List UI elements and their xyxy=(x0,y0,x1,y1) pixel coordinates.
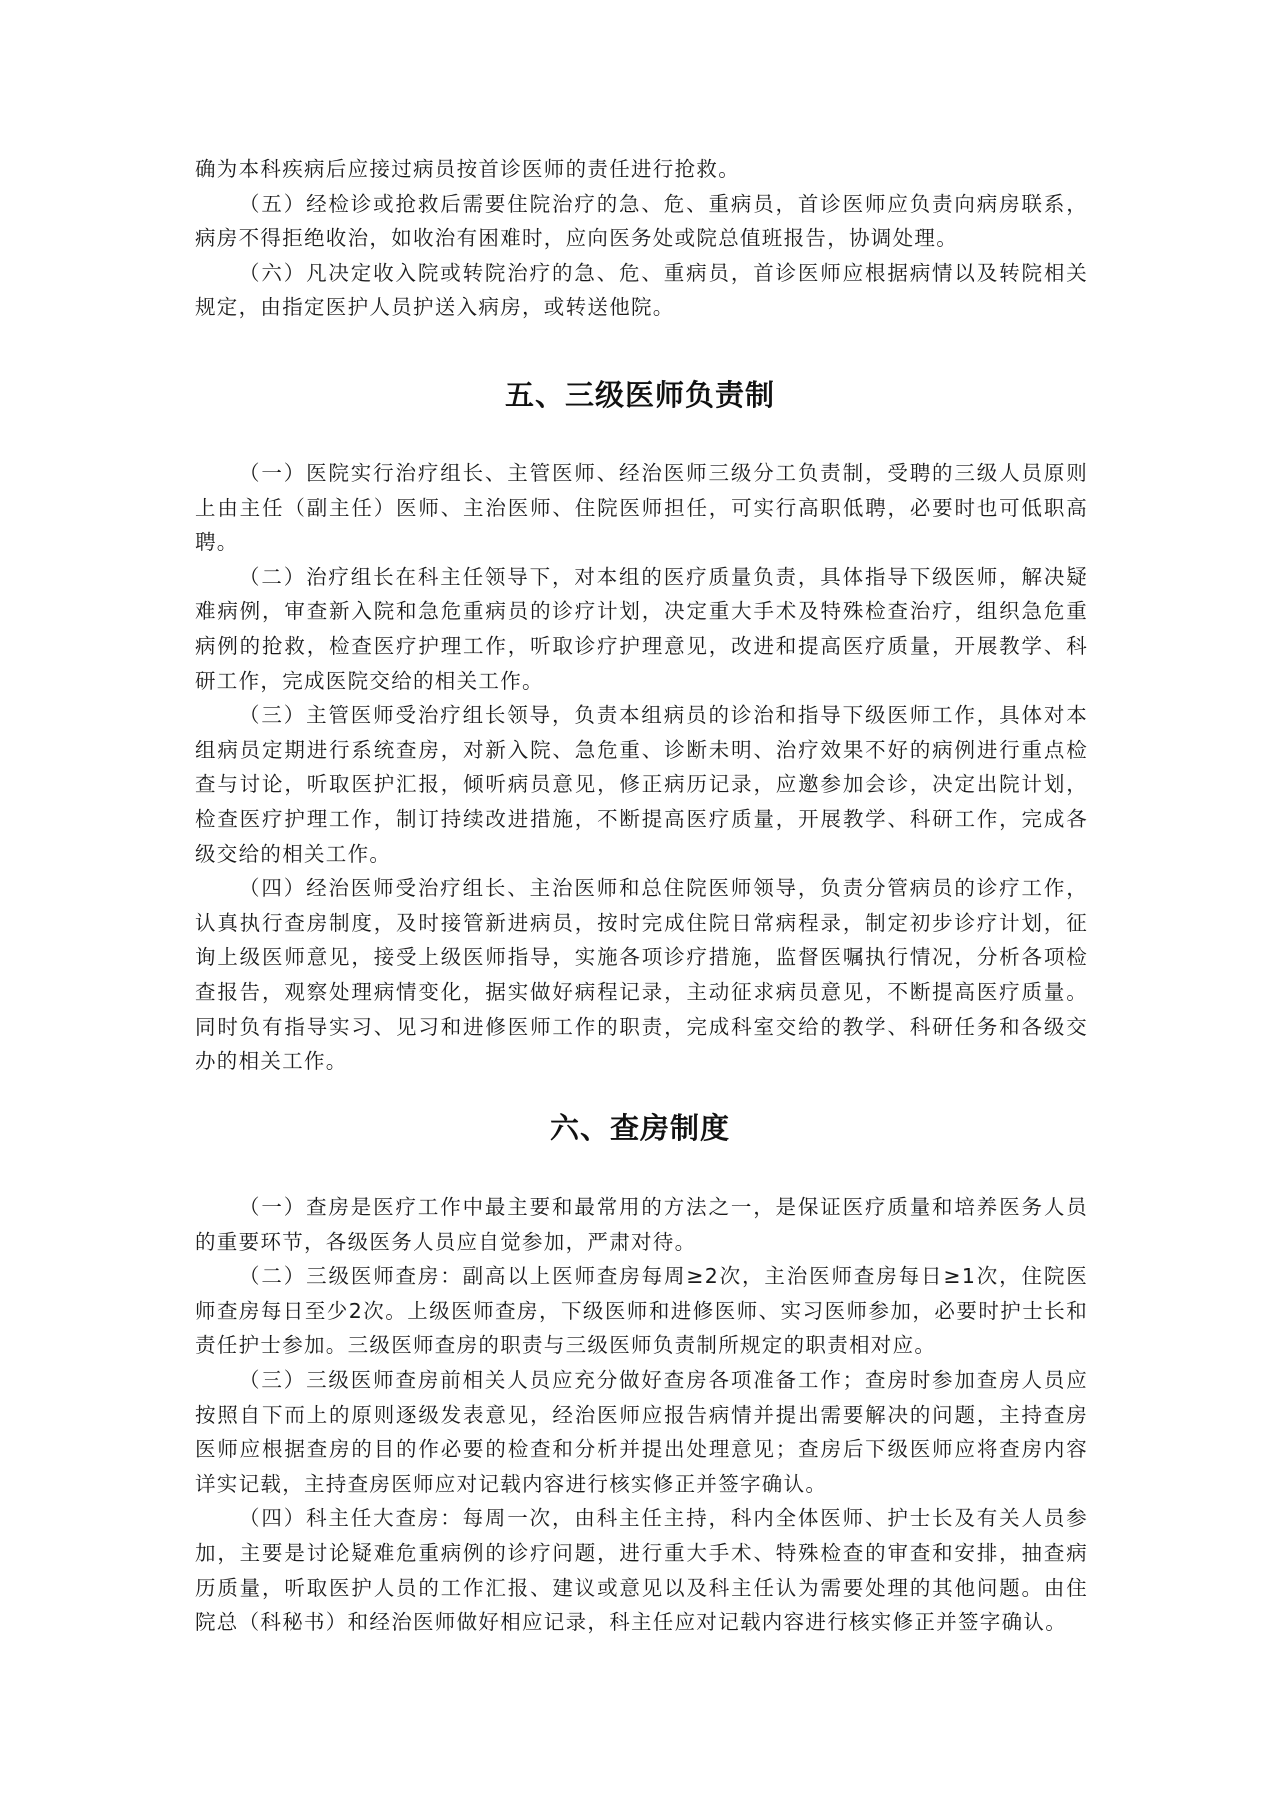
paragraph: （四）科主任大查房：每周一次，由科主任主持，科内全体医师、护士长及有关人员参加，主要是讨论疑难危重病例的诊疗问题，进行重大手术、特殊检查的审查和安排，抽查病历质量，听取医护人员的工作汇报、建议或意见以及科主任认为需要处理的其他问题。由住院总（科秘书）和经治医师做好相应记录，科主任应对记载内容进行核实修正并签字确认。 xyxy=(195,1506,1088,1635)
top-text-block xyxy=(195,152,1088,325)
paragraph: （五）经检诊或抢救后需要住院治疗的急、危、重病员，首诊医师应负责向病房联系，病房不得拒绝收治，如收治有困难时，应向医务处或院总值班报告，协调处理。 xyxy=(195,191,1088,251)
paragraph: （三）三级医师查房前相关人员应充分做好查房各项准备工作；查房时参加查房人员应按照自下而上的原则逐级发表意见，经治医师应报告病情并提出需要解决的问题，主持查房医师应根据查房的目的作必要的检查和分析并提出处理意见；查房后下级医师应将查房内容详实记载，主持查房医师应对记载内容进行核实修正并签字确认。 xyxy=(195,1367,1088,1496)
paragraph: （一）医院实行治疗组长、主管医师、经治医师三级分工负责制，受聘的三级人员原则上由主任（副主任）医师、主治医师、住院医师担任，可实行高职低聘，必要时也可低职高聘。 xyxy=(195,461,1088,555)
paragraph: 确为本科疾病后应接过病员按首诊医师的责任进行抢救。 xyxy=(195,157,740,181)
paragraph: （二）治疗组长在科主任领导下，对本组的医疗质量负责，具体指导下级医师，解决疑难病例，审查新入院和急危重病员的诊疗计划，决定重大手术及特殊检查治疗，组织急危重病例的抢救，检查医疗护理工作，听取诊疗护理意见，改进和提高医疗质量，开展教学、科研工作，完成医院交给的相关工作。 xyxy=(195,564,1088,693)
paragraph: （四）经治医师受治疗组长、主治医师和总住院医师领导，负责分管病员的诊疗工作，认真执行查房制度，及时接管新进病员，按时完成住院日常病程录，制定初步诊疗计划，征询上级医师意见，接受上级医师指导，实施各项诊疗措施，监督医嘱执行情况，分析各项检查报告，观察处理病情变化，据实做好病程记录，主动征求病员意见，不断提高医疗质量。同时负有指导实习、见习和进修医师工作的职责，完成科室交给的教学、科研任务和各级交办的相关工作。 xyxy=(195,876,1088,1074)
section5-body xyxy=(195,456,1088,1079)
paragraph: （一）查房是医疗工作中最主要和最常用的方法之一，是保证医疗质量和培养医务人员的重要环节，各级医务人员应自觉参加，严肃对待。 xyxy=(195,1195,1088,1254)
section-title: 五、三级医师负责制 xyxy=(504,378,775,412)
section-title: 六、查房制度 xyxy=(549,1111,730,1145)
paragraph: （六）凡决定收入院或转院治疗的急、危、重病员，首诊医师应根据病情以及转院相关规定，由指定医护人员护送入病房，或转送他院。 xyxy=(195,260,1088,320)
paragraph: （三）主管医师受治疗组长领导，负责本组病员的诊治和指导下级医师工作，具体对本组病员定期进行系统查房，对新入院、急危重、诊断未明、治疗效果不好的病例进行重点检查与讨论，听取医护汇报，倾听病员意见，修正病历记录，应邀参加会诊，决定出院计划，检查医疗护理工作，制订持续改进措施，不断提高医疗质量，开展教学、科研工作，完成各级交给的相关工作。 xyxy=(195,703,1088,866)
section6-body xyxy=(195,1190,1088,1640)
paragraph: （二）三级医师查房：副高以上医师查房每周≥2次，主治医师查房每日≥1次，住院医师查房每日至少2次。上级医师查房，下级医师和进修医师、实习医师参加，必要时护士长和责任护士参加。三级医师查房的职责与三级医师负责制所规定的职责相对应。 xyxy=(195,1264,1088,1358)
